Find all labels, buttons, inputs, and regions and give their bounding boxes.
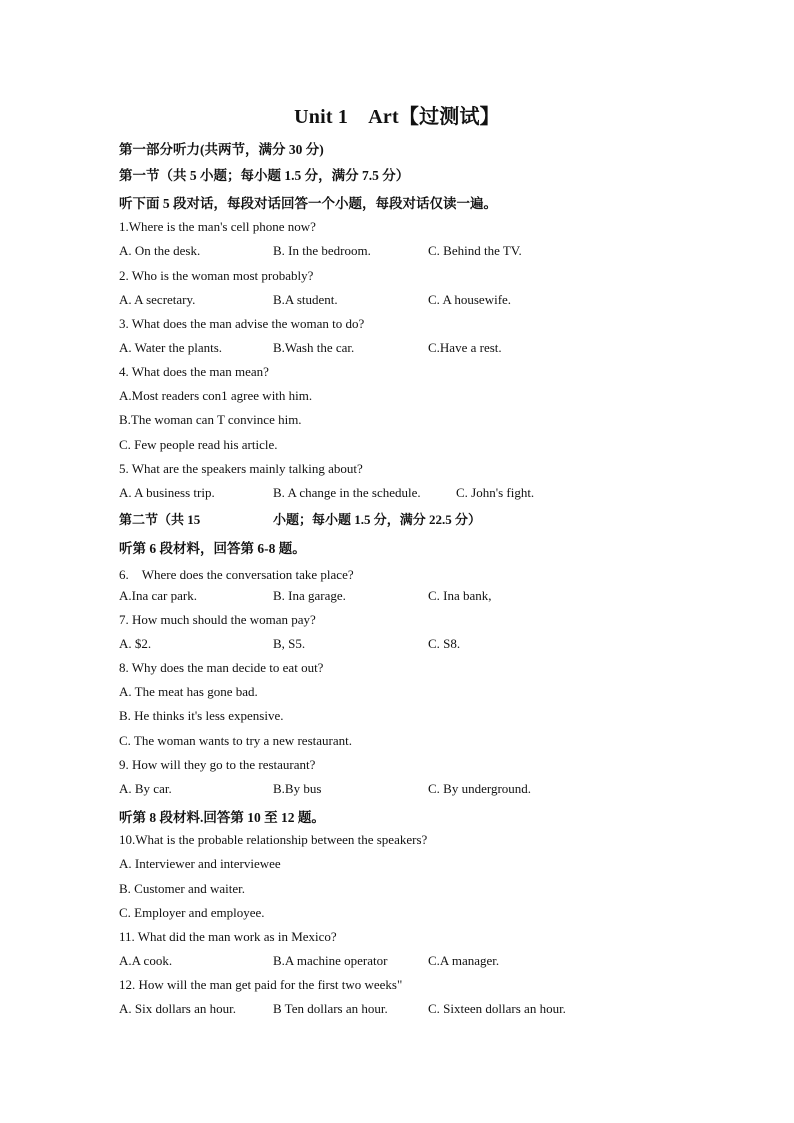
section1-instructions: 听下面 5 段对话，每段对话回答一个小题，每段对话仅读一遍。 — [119, 196, 497, 211]
part1-heading: 第一部分听力(共两节，满分 30 分) — [119, 142, 324, 157]
q11-option-b: B.A machine operator — [273, 953, 388, 968]
q12-option-b: B Ten dollars an hour. — [273, 1001, 388, 1016]
q12-option-a: A. Six dollars an hour. — [119, 1001, 236, 1016]
question-4: 4. What does the man mean? — [119, 364, 269, 379]
q8-option-b: B. He thinks it's less expensive. — [119, 708, 284, 723]
q10-option-c: C. Employer and employee. — [119, 905, 265, 920]
page-title: Unit 1 Art【过测试】 — [294, 106, 500, 128]
question-9: 9. How will they go to the restaurant? — [119, 757, 316, 772]
q6-option-b: B. Ina garage. — [273, 588, 346, 603]
question-7: 7. How much should the woman pay? — [119, 612, 316, 627]
q4-option-a: A.Most readers con1 agree with him. — [119, 388, 313, 403]
q8-option-a: A. The meat has gone bad. — [119, 684, 258, 699]
q4-option-b: B.The woman can T convince him. — [119, 412, 302, 427]
question-11: 11. What did the man work as in Mexico? — [119, 929, 337, 944]
q1-option-a: A. On the desk. — [119, 243, 201, 258]
material-6-heading: 听第 6 段材料，回答第 6-8 题。 — [119, 541, 306, 556]
q9-option-b: B.By bus — [273, 781, 322, 796]
q5-option-a: A. A business trip. — [119, 485, 215, 500]
question-1: 1.Where is the man's cell phone now? — [119, 219, 316, 234]
q7-option-a: A. $2. — [119, 636, 152, 651]
question-10: 10.What is the probable relationship between the speakers? — [119, 832, 428, 847]
question-5: 5. What are the speakers mainly talking about? — [119, 461, 363, 476]
q2-option-c: C. A housewife. — [428, 292, 512, 307]
q3-option-c: C.Have a rest. — [428, 340, 502, 355]
q12-option-c: C. Sixteen dollars an hour. — [428, 1001, 566, 1016]
q11-option-c: C.A manager. — [428, 953, 500, 968]
q5-option-c: C. John's fight. — [456, 485, 535, 500]
section2-heading-part2: 小题；每小题 1.5 分，满分 22.5 分） — [273, 512, 482, 527]
q3-option-a: A. Water the plants. — [119, 340, 223, 355]
material-8-heading: 听第 8 段材料.回答第 10 至 12 题。 — [119, 810, 325, 825]
q6-option-c: C. Ina bank, — [428, 588, 492, 603]
q2-option-b: B.A student. — [273, 292, 338, 307]
question-12: 12. How will the man get paid for the first two weeks" — [119, 977, 403, 992]
q7-option-c: C. S8. — [428, 636, 461, 651]
q10-option-a: A. Interviewer and interviewee — [119, 856, 281, 871]
q10-option-b: B. Customer and waiter. — [119, 881, 246, 896]
q8-option-c: C. The woman wants to try a new restaurant. — [119, 733, 352, 748]
q9-option-c: C. By underground. — [428, 781, 532, 796]
section2-heading-part1: 第二节（共 15 — [119, 512, 201, 527]
q6-option-a: A.Ina car park. — [119, 588, 197, 603]
q1-option-c: C. Behind the TV. — [428, 243, 522, 258]
question-8: 8. Why does the man decide to eat out? — [119, 660, 324, 675]
question-2: 2. Who is the woman most probably? — [119, 268, 314, 283]
question-3: 3. What does the man advise the woman to do? — [119, 316, 365, 331]
q5-option-b: B. A change in the schedule. — [273, 485, 421, 500]
q2-option-a: A. A secretary. — [119, 292, 196, 307]
q4-option-c: C. Few people read his article. — [119, 437, 278, 452]
q3-option-b: B.Wash the car. — [273, 340, 355, 355]
question-6: 6. Where does the conversation take place? — [119, 567, 354, 582]
q1-option-b: B. In the bedroom. — [273, 243, 371, 258]
q11-option-a: A.A cook. — [119, 953, 173, 968]
section1-heading: 第一节（共 5 小题；每小题 1.5 分，满分 7.5 分） — [119, 168, 410, 183]
q7-option-b: B, S5. — [273, 636, 306, 651]
q9-option-a: A. By car. — [119, 781, 172, 796]
